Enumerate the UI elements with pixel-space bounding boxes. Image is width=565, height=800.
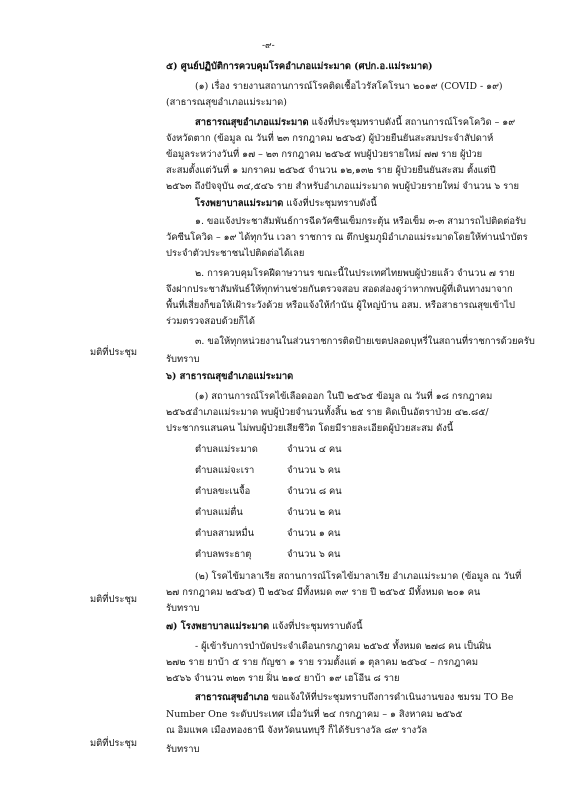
table-row-count: จำนวน ๖ คน [287, 465, 341, 476]
table-row-count: จำนวน ๒ คน [287, 507, 341, 518]
section-5-item-1-source: (สาธารณสุขอำเภอแม่ระมาด) [166, 97, 287, 108]
table-row-district: ตำบลขะเนจื้อ [195, 486, 251, 497]
section-7-heading-rest: แจ้งที่ประชุมทราบดังนี้ [272, 621, 363, 632]
section-7-heading: ๗) โรงพยาบาลแม่ระมาด [166, 621, 270, 632]
section-6-line-3: ประชากรแสนคน ไม่พบผู้ป่วยเสียชีวิต โดยมีรายละเอียดผู้ป่วยสะสม ดังนี้ [166, 423, 454, 434]
ssj-label: สาธารณสุขอำเภอแม่ระมาด [195, 117, 309, 128]
section-7-ssj-line-2: Number One ระดับประเทศ เมื่อวันที่ ๒๔ กรกฎาคม – ๑ สิงหาคม ๒๕๖๕ [166, 709, 463, 720]
section-7-ssj-text: ขอแจ้งให้ที่ประชุมทราบถึงการดำเนินงานของ ชมรม TO Be [271, 692, 514, 703]
section-6-line-2: ๒๕๖๕อำเภอแม่ระมาด พบผู้ป่วยจำนวนทั้งสิ้น ๒๕ ราย คิดเป็นอัตราป่วย ๔๒.๘๕/ [166, 407, 489, 418]
table-row-district: ตำบลสามหมื่น [195, 528, 254, 539]
resolution-label: มติที่ประชุม [90, 594, 138, 605]
point-2-line-3: พื้นที่เสี่ยงก็ขอให้เฝ้าระวังด้วย หรือแจ้งให้กำนัน ผู้ใหญ่บ้าน อสม. หรือสาธารณสุขเข้าไป [166, 300, 515, 311]
point-1-line-2: วัคซีนโควิด – ๑๙ ได้ทุกวัน เวลา ราชการ ณ ตึกปฐมภูมิอำเภอแม่ระมาดโดยให้ท่านนำบัตร [166, 232, 528, 243]
section-7-heading-line [166, 621, 362, 633]
point-1-line-1: ๑. ขอแจ้งประชาสัมพันธ์การฉีดวัคซีนเข็มกระตุ้น หรือเข็ม ๓-๓ สามารถไปติดต่อรับ [195, 216, 526, 227]
table-row-count: จำนวน ๘ คน [287, 486, 342, 497]
table-row-count: จำนวน ๔ คน [287, 444, 342, 455]
section-7-ssj-line-1 [195, 692, 513, 704]
section-7-ssj-label: สาธารณสุขอำเภอ [195, 692, 269, 703]
point-1-line-3: ประจำตัวประชาชนไปติดต่อได้เลย [166, 248, 305, 259]
table-row-district: ตำบลแม่จะเรา [195, 465, 255, 476]
section-7-line-1: - ผู้เข้ารับการบำบัดประจำเดือนกรกฎาคม ๒๕๖๕ ทั้งหมด ๒๗๘ คน เป็นฝิ่น [195, 641, 492, 652]
ssj-paragraph-line-4: สะสมตั้งแต่วันที่ ๑ มกราคม ๒๕๖๕ จำนวน ๑๒,๑๓๒ ราย ผู้ป่วยยืนยันสะสม ตั้งแต่ปี [166, 165, 496, 176]
section-7-ssj-line-3: ณ อิมแพค เมืองทองธานี จังหวัดนนทบุรี ก็ได้รับรางวัล ๘๙ รางวัล [166, 725, 428, 736]
page-number: -๙- [262, 41, 275, 51]
table-row-district: ตำบลแม่ตื่น [195, 507, 243, 518]
table-row-count: จำนวน ๖ คน [287, 549, 341, 560]
resolution-text: รับทราบ [166, 744, 200, 755]
section-5-item-1: (๑) เรื่อง รายงานสถานการณ์โรคติดเชื้อไวรัสโคโรนา ๒๐๑๙ (COVID - ๑๙) [195, 81, 503, 92]
resolution-label: มติที่ประชุม [90, 347, 138, 358]
point-3-line-1: ๓. ขอให้ทุกหน่วยงานในส่วนราชการติดป้ายเขตปลอดบุหรี่ในสถานที่ราชการด้วยครับ [195, 336, 535, 347]
hospital-label: โรงพยาบาลแม่ระมาด [195, 198, 284, 209]
ssj-paragraph-line-1 [195, 117, 515, 129]
hospital-paragraph-line-1 [195, 198, 377, 210]
section-6-line-1: (๑) สถานการณ์โรคไข้เลือดออก ในปี ๒๕๖๕ ข้อมูล ณ วันที่ ๑๘ กรกฎาคม [195, 391, 493, 402]
hospital-text: แจ้งที่ประชุมทราบดังนี้ [286, 198, 377, 209]
section-7-line-3: ๒๕๖๖ จำนวน ๓๒๓ ราย ฝิ่น ๒๑๔ ยาบ้า ๑๙ เฮโอีน ๘ ราย [166, 673, 400, 684]
ssj-paragraph-line-2: จังหวัดตาก (ข้อมูล ณ วันที่ ๒๓ กรกฎาคม ๒๕๖๕) ผู้ป่วยยืนยันสะสมประจำสัปดาห์ [166, 133, 494, 144]
point-2-line-1: ๒. การควบคุมโรคฝีดาษวานร ขณะนี้ในประเทศไทยพบผู้ป่วยแล้ว จำนวน ๗ ราย [195, 268, 515, 279]
point-2-line-2: จึงฝากประชาสัมพันธ์ให้ทุกท่านช่วยกันตรวจสอบ สอดส่องดูว่าหากพบผู้ที่เดินทางมาจาก [166, 284, 513, 295]
resolution-label: มติที่ประชุม [90, 738, 138, 749]
ssj-text: แจ้งที่ประชุมทราบดังนี้ สถานการณ์โรคโควิด – ๑๙ [311, 117, 516, 128]
section-6-heading: ๖) สาธารณสุขอำเภอแม่ระมาด [166, 371, 294, 382]
resolution-text: รับทราบ [166, 603, 200, 614]
table-row-count: จำนวน ๑ คน [287, 528, 341, 539]
section-5-heading: ๕) ศูนย์ปฏิบัติการควบคุมโรคอำเภอแม่ระมาด (ศปก.อ.แม่ระมาด) [166, 61, 433, 72]
table-row-district: ตำบลแม่ระมาด [195, 444, 258, 455]
point-2-line-4: ร่วมตรวจสอบด้วยก็ได้ [166, 316, 255, 327]
malaria-line-2: ๒๗ กรกฎาคม ๒๕๖๕) ปี ๒๕๖๔ มีทั้งหมด ๓๙ ราย ปี ๒๕๖๕ มีทั้งหมด ๒๐๑ คน [166, 587, 481, 598]
section-7-line-2: ๒๗๒ ราย ยาบ้า ๕ ราย กัญชา ๑ ราย รวมตั้งแต่ ๑ ตุลาคม ๒๕๖๔ – กรกฎาคม [166, 657, 479, 668]
ssj-paragraph-line-5: ๒๕๖๓ ถึงปัจจุบัน ๓๔,๕๔๖ ราย สำหรับอำเภอแม่ระมาด พบผู้ป่วยรายใหม่ จำนวน ๖ ราย [166, 181, 519, 192]
malaria-line-1: (๒) โรคไข้มาลาเรีย สถานการณ์โรคไข้มาลาเรีย อำเภอแม่ระมาด (ข้อมูล ณ วันที่ [195, 571, 522, 582]
ssj-paragraph-line-3: ข้อมูลระหว่างวันที่ ๑๗ – ๒๓ กรกฎาคม ๒๕๖๕ พบผู้ป่วยรายใหม่ ๗๗ ราย ผู้ป่วย [166, 149, 483, 160]
table-row-district: ตำบลพระธาตุ [195, 549, 252, 560]
resolution-text: รับทราบ [166, 354, 200, 365]
